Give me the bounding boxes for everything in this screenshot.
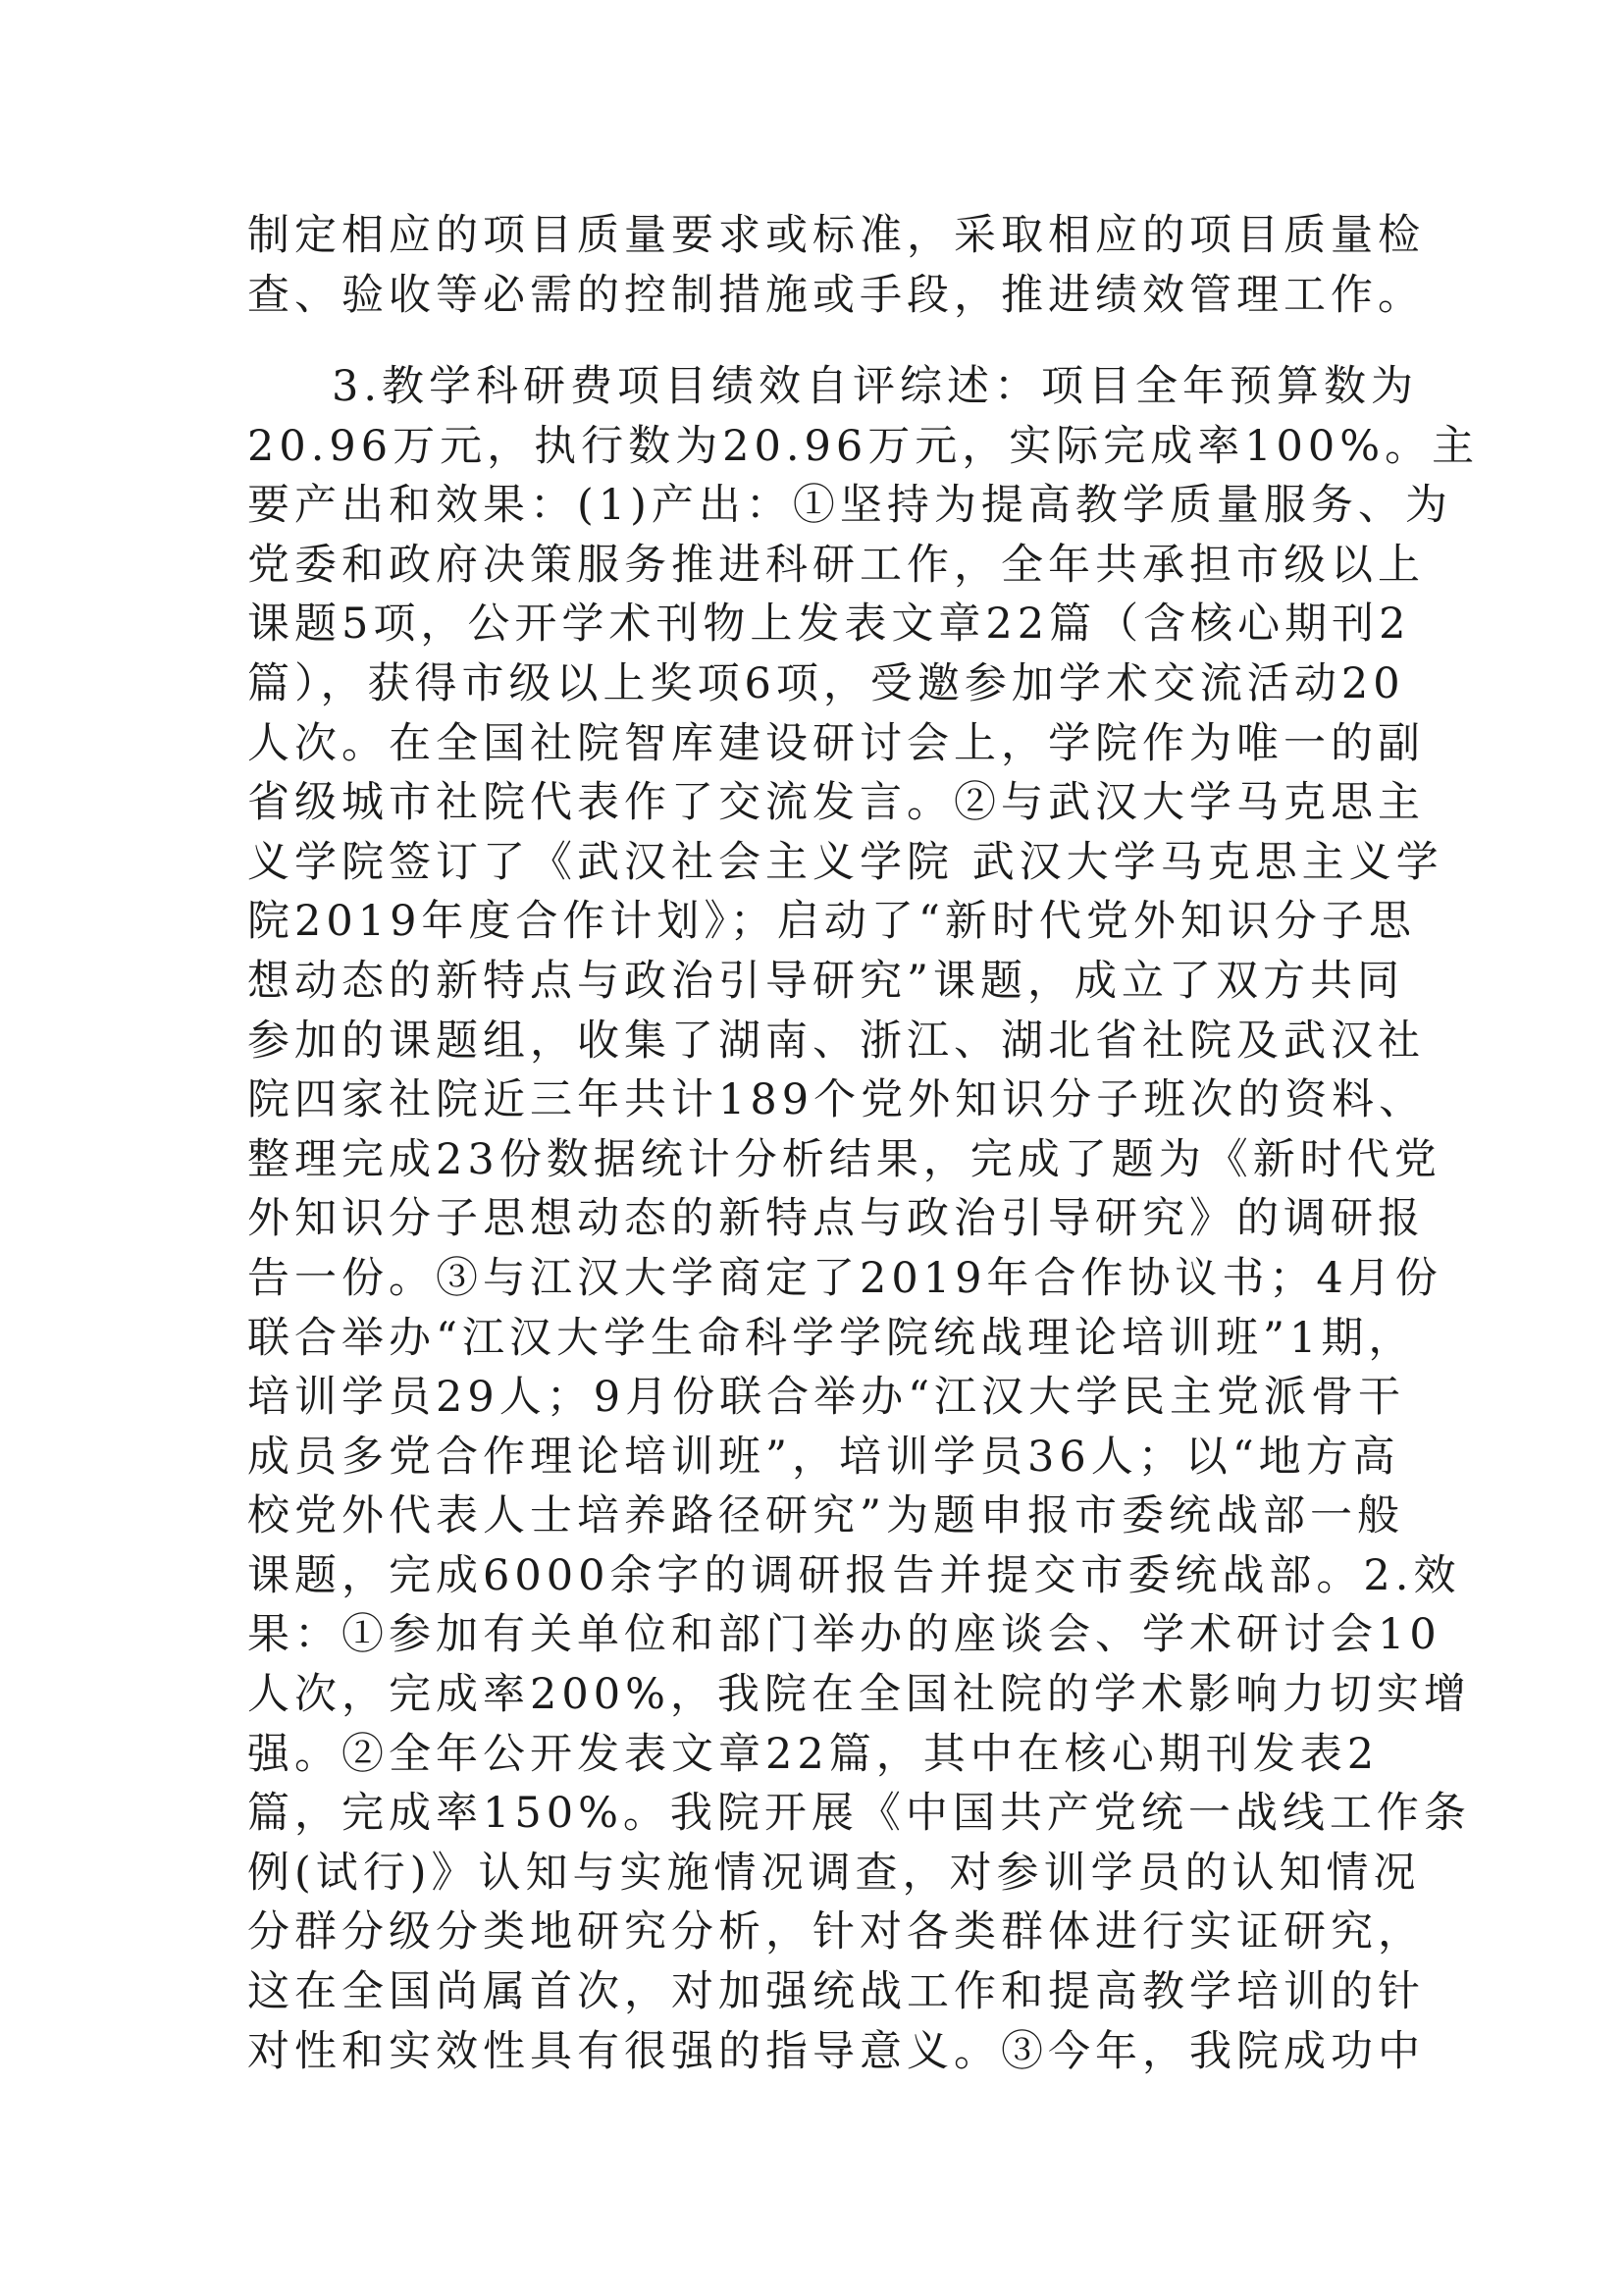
text-line: 对性和实效性具有很强的指导意义。③今年，我院成功中 bbox=[247, 2026, 1425, 2076]
text-line: 想动态的新特点与政治引导研究”课题，成立了双方共同 bbox=[247, 956, 1404, 1006]
text-line: 告一份。③与江汉大学商定了2019年合作协议书；4月份 bbox=[247, 1253, 1442, 1303]
text-line: 查、验收等必需的控制措施或手段，推进绩效管理工作。 bbox=[247, 270, 1425, 320]
text-line: 省级城市社院代表作了交流发言。②与武汉大学马克思主 bbox=[247, 778, 1425, 828]
text-line: 参加的课题组，收集了湖南、浙江、湖北省社院及武汉社 bbox=[247, 1016, 1425, 1066]
text-line: 3.教学科研费项目绩效自评综述：项目全年预算数为 bbox=[332, 362, 1419, 411]
text-line: 这在全国尚属首次，对加强统战工作和提高教学培训的针 bbox=[247, 1967, 1425, 2017]
paragraph-1 bbox=[247, 206, 1425, 325]
text-line: 制定相应的项目质量要求或标准，采取相应的项目质量检 bbox=[247, 211, 1425, 260]
text-line: 篇），获得市级以上奖项6项，受邀参加学术交流活动20 bbox=[247, 658, 1405, 708]
text-line: 要产出和效果：(1)产出：①坚持为提高教学质量服务、为 bbox=[247, 481, 1452, 531]
text-line: 成员多党合作理论培训班”，培训学员36人；以“地方高 bbox=[247, 1432, 1400, 1482]
text-line: 例(试行)》认知与实施情况调查，对参训学员的认知情况 bbox=[247, 1848, 1421, 1898]
text-line: 课题5项，公开学术刊物上发表文章22篇（含核心期刊2 bbox=[247, 600, 1411, 650]
text-line: 义学院签订了《武汉社会主义学院 武汉大学马克思主义学 bbox=[247, 837, 1443, 887]
text-line: 外知识分子思想动态的新特点与政治引导研究》的调研报 bbox=[247, 1194, 1425, 1244]
text-line: 20.96万元，执行数为20.96万元，实际完成率100%。主 bbox=[247, 421, 1480, 471]
text-line: 校党外代表人士培养路径研究”为题申报市委统战部一般 bbox=[247, 1491, 1404, 1541]
text-line: 人次。在全国社院智库建设研讨会上，学院作为唯一的副 bbox=[247, 718, 1425, 768]
paragraph-2 bbox=[247, 357, 1480, 2081]
text-line: 果：①参加有关单位和部门举办的座谈会、学术研讨会10 bbox=[247, 1610, 1441, 1660]
text-line: 人次，完成率200%，我院在全国社院的学术影响力切实增 bbox=[247, 1670, 1471, 1720]
text-line: 培训学员29人；9月份联合举办“江汉大学民主党派骨干 bbox=[247, 1373, 1406, 1423]
text-line: 联合举办“江汉大学生命科学学院统战理论培训班”1期， bbox=[247, 1313, 1416, 1363]
text-line: 院2019年度合作计划》；启动了“新时代党外知识分子思 bbox=[247, 897, 1416, 947]
text-line: 院四家社院近三年共计189个党外知识分子班次的资料、 bbox=[247, 1075, 1427, 1125]
text-line: 党委和政府决策服务推进科研工作，全年共承担市级以上 bbox=[247, 540, 1425, 590]
text-line: 篇，完成率150%。我院开展《中国共产党统一战线工作条 bbox=[247, 1789, 1471, 1839]
text-line: 整理完成23份数据统计分析结果，完成了题为《新时代党 bbox=[247, 1134, 1441, 1184]
text-line: 课题，完成6000余字的调研报告并提交市委统战部。2.效 bbox=[247, 1550, 1461, 1600]
text-line: 分群分级分类地研究分析，针对各类群体进行实证研究， bbox=[247, 1907, 1425, 1957]
text-line: 强。②全年公开发表文章22篇，其中在核心期刊发表2 bbox=[247, 1729, 1380, 1779]
